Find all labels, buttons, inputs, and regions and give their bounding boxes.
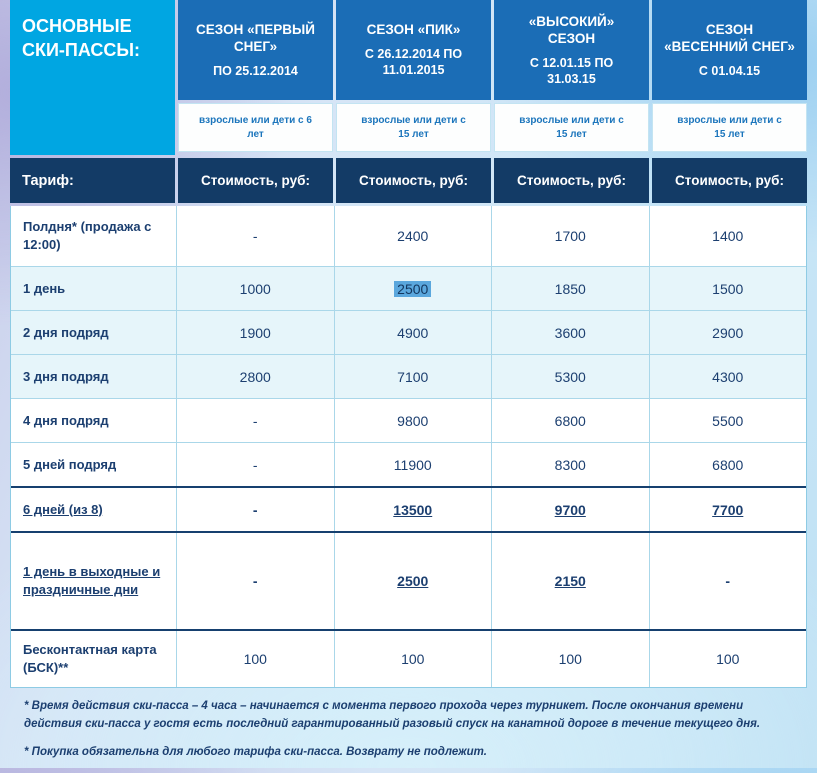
- price-cell: -: [176, 443, 334, 486]
- price-cell: 7100: [334, 355, 492, 398]
- price-header-cell: Стоимость, руб:: [336, 158, 491, 203]
- price-cell: 4900: [334, 311, 492, 354]
- price-cell: 5500: [649, 399, 807, 442]
- row-label: 3 дня подряд: [23, 368, 109, 384]
- table-row-4-days: [11, 398, 806, 442]
- price-cell: 6800: [491, 399, 649, 442]
- selected-price[interactable]: 2500: [394, 281, 431, 297]
- price-header-cell: Стоимость, руб:: [178, 158, 333, 203]
- season-header-spring-snow: [652, 0, 807, 100]
- price-cell: 13500: [334, 488, 492, 531]
- table-row-3-days: [11, 354, 806, 398]
- price-cell: -: [176, 533, 334, 629]
- price-cell: 2400: [334, 206, 492, 266]
- season-title: СЕЗОН «ПИК»: [366, 22, 461, 38]
- row-label: 1 день в выходные и праздничные дни: [23, 564, 161, 597]
- pricing-table: [10, 0, 807, 773]
- price-cell: 7700: [649, 488, 807, 531]
- footnote-ski-pass-duration: * Время действия ски-пасса – 4 часа – начинается с момента первого прохода через турникет. После окончания времени действия ски-пасса у гостя есть последний гарантированный разовый спуск на канатной дороге в течение текущего дня.: [24, 700, 761, 730]
- table-row-5-days: [11, 442, 806, 486]
- row-label: Полдня* (продажа с 12:00): [23, 219, 152, 252]
- price-cell: 11900: [334, 443, 492, 486]
- table-body: [10, 206, 807, 688]
- price-cell: 8300: [491, 443, 649, 486]
- season-headers: [175, 0, 807, 155]
- price-cell: 1700: [491, 206, 649, 266]
- price-cell: -: [176, 488, 334, 531]
- price-cell: 5300: [491, 355, 649, 398]
- price-cell: 1500: [649, 267, 807, 310]
- tariff-header-row: [10, 158, 807, 203]
- price-cell: 1850: [491, 267, 649, 310]
- price-cell: 6800: [649, 443, 807, 486]
- season-dates: С 26.12.2014 ПО 11.01.2015: [364, 47, 463, 78]
- season-title: СЕЗОН «ПЕРВЫЙ СНЕГ»: [196, 21, 315, 55]
- price-cell: 9800: [334, 399, 492, 442]
- audience-subheader: взрослые или дети с 15 лет: [336, 103, 491, 152]
- row-label: 2 дня подряд: [23, 324, 109, 340]
- season-header-peak: [336, 0, 491, 100]
- price-header-cell: Стоимость, руб:: [494, 158, 649, 203]
- row-label: 5 дней подряд: [23, 456, 117, 472]
- tariff-header-cell: Тариф:: [10, 158, 175, 203]
- price-cell: 1400: [649, 206, 807, 266]
- row-label: 4 дня подряд: [23, 412, 109, 428]
- price-cell: 4300: [649, 355, 807, 398]
- table-row-2-days: [11, 310, 806, 354]
- audience-subheader: взрослые или дети с 6 лет: [178, 103, 333, 152]
- price-cell: 100: [176, 631, 334, 687]
- price-cell: -: [176, 399, 334, 442]
- audience-subheader: взрослые или дети с 15 лет: [494, 103, 649, 152]
- table-row-weekend-day: [11, 531, 806, 629]
- price-cell: -: [649, 533, 807, 629]
- season-dates: ПО 25.12.2014: [213, 63, 298, 78]
- price-cell: 2150: [491, 533, 649, 629]
- price-cell: 3600: [491, 311, 649, 354]
- price-cell: [334, 267, 492, 310]
- row-label: Бесконтактная карта (БСК)**: [23, 642, 157, 675]
- price-cell: 1900: [176, 311, 334, 354]
- price-cell: 100: [491, 631, 649, 687]
- row-label: 6 дней (из 8): [23, 501, 103, 517]
- price-cell: 100: [334, 631, 492, 687]
- price-cell: 9700: [491, 488, 649, 531]
- season-dates: С 12.01.15 ПО 31.03.15: [529, 55, 614, 87]
- price-cell: -: [176, 206, 334, 266]
- price-header-cell: Стоимость, руб:: [652, 158, 807, 203]
- season-header-high: [494, 0, 649, 100]
- season-header-first-snow: [178, 0, 333, 100]
- footnote-purchase-required: * Покупка обязательна для любого тарифа ски-пасса. Возврату не подлежит.: [24, 745, 487, 758]
- table-corner-title: ОСНОВНЫЕ СКИ-ПАССЫ:: [10, 0, 175, 155]
- season-dates: С 01.04.15: [698, 63, 761, 78]
- table-header: [10, 0, 807, 155]
- table-row-half-day: [11, 206, 806, 266]
- table-row-6-of-8-days: [11, 486, 806, 531]
- season-title: СЕЗОН «ВЕСЕННИЙ СНЕГ»: [664, 21, 795, 55]
- footnotes: [10, 696, 807, 773]
- price-cell: 100: [649, 631, 807, 687]
- table-row-contactless-card: [11, 629, 806, 687]
- row-label: 1 день: [23, 280, 66, 296]
- price-cell: 2800: [176, 355, 334, 398]
- price-cell: 2900: [649, 311, 807, 354]
- price-cell: 2500: [334, 533, 492, 629]
- audience-subheader: взрослые или дети с 15 лет: [652, 103, 807, 152]
- price-cell: 1000: [176, 267, 334, 310]
- season-title: «ВЫСОКИЙ» СЕЗОН: [528, 13, 615, 47]
- table-row-1-day: [11, 266, 806, 310]
